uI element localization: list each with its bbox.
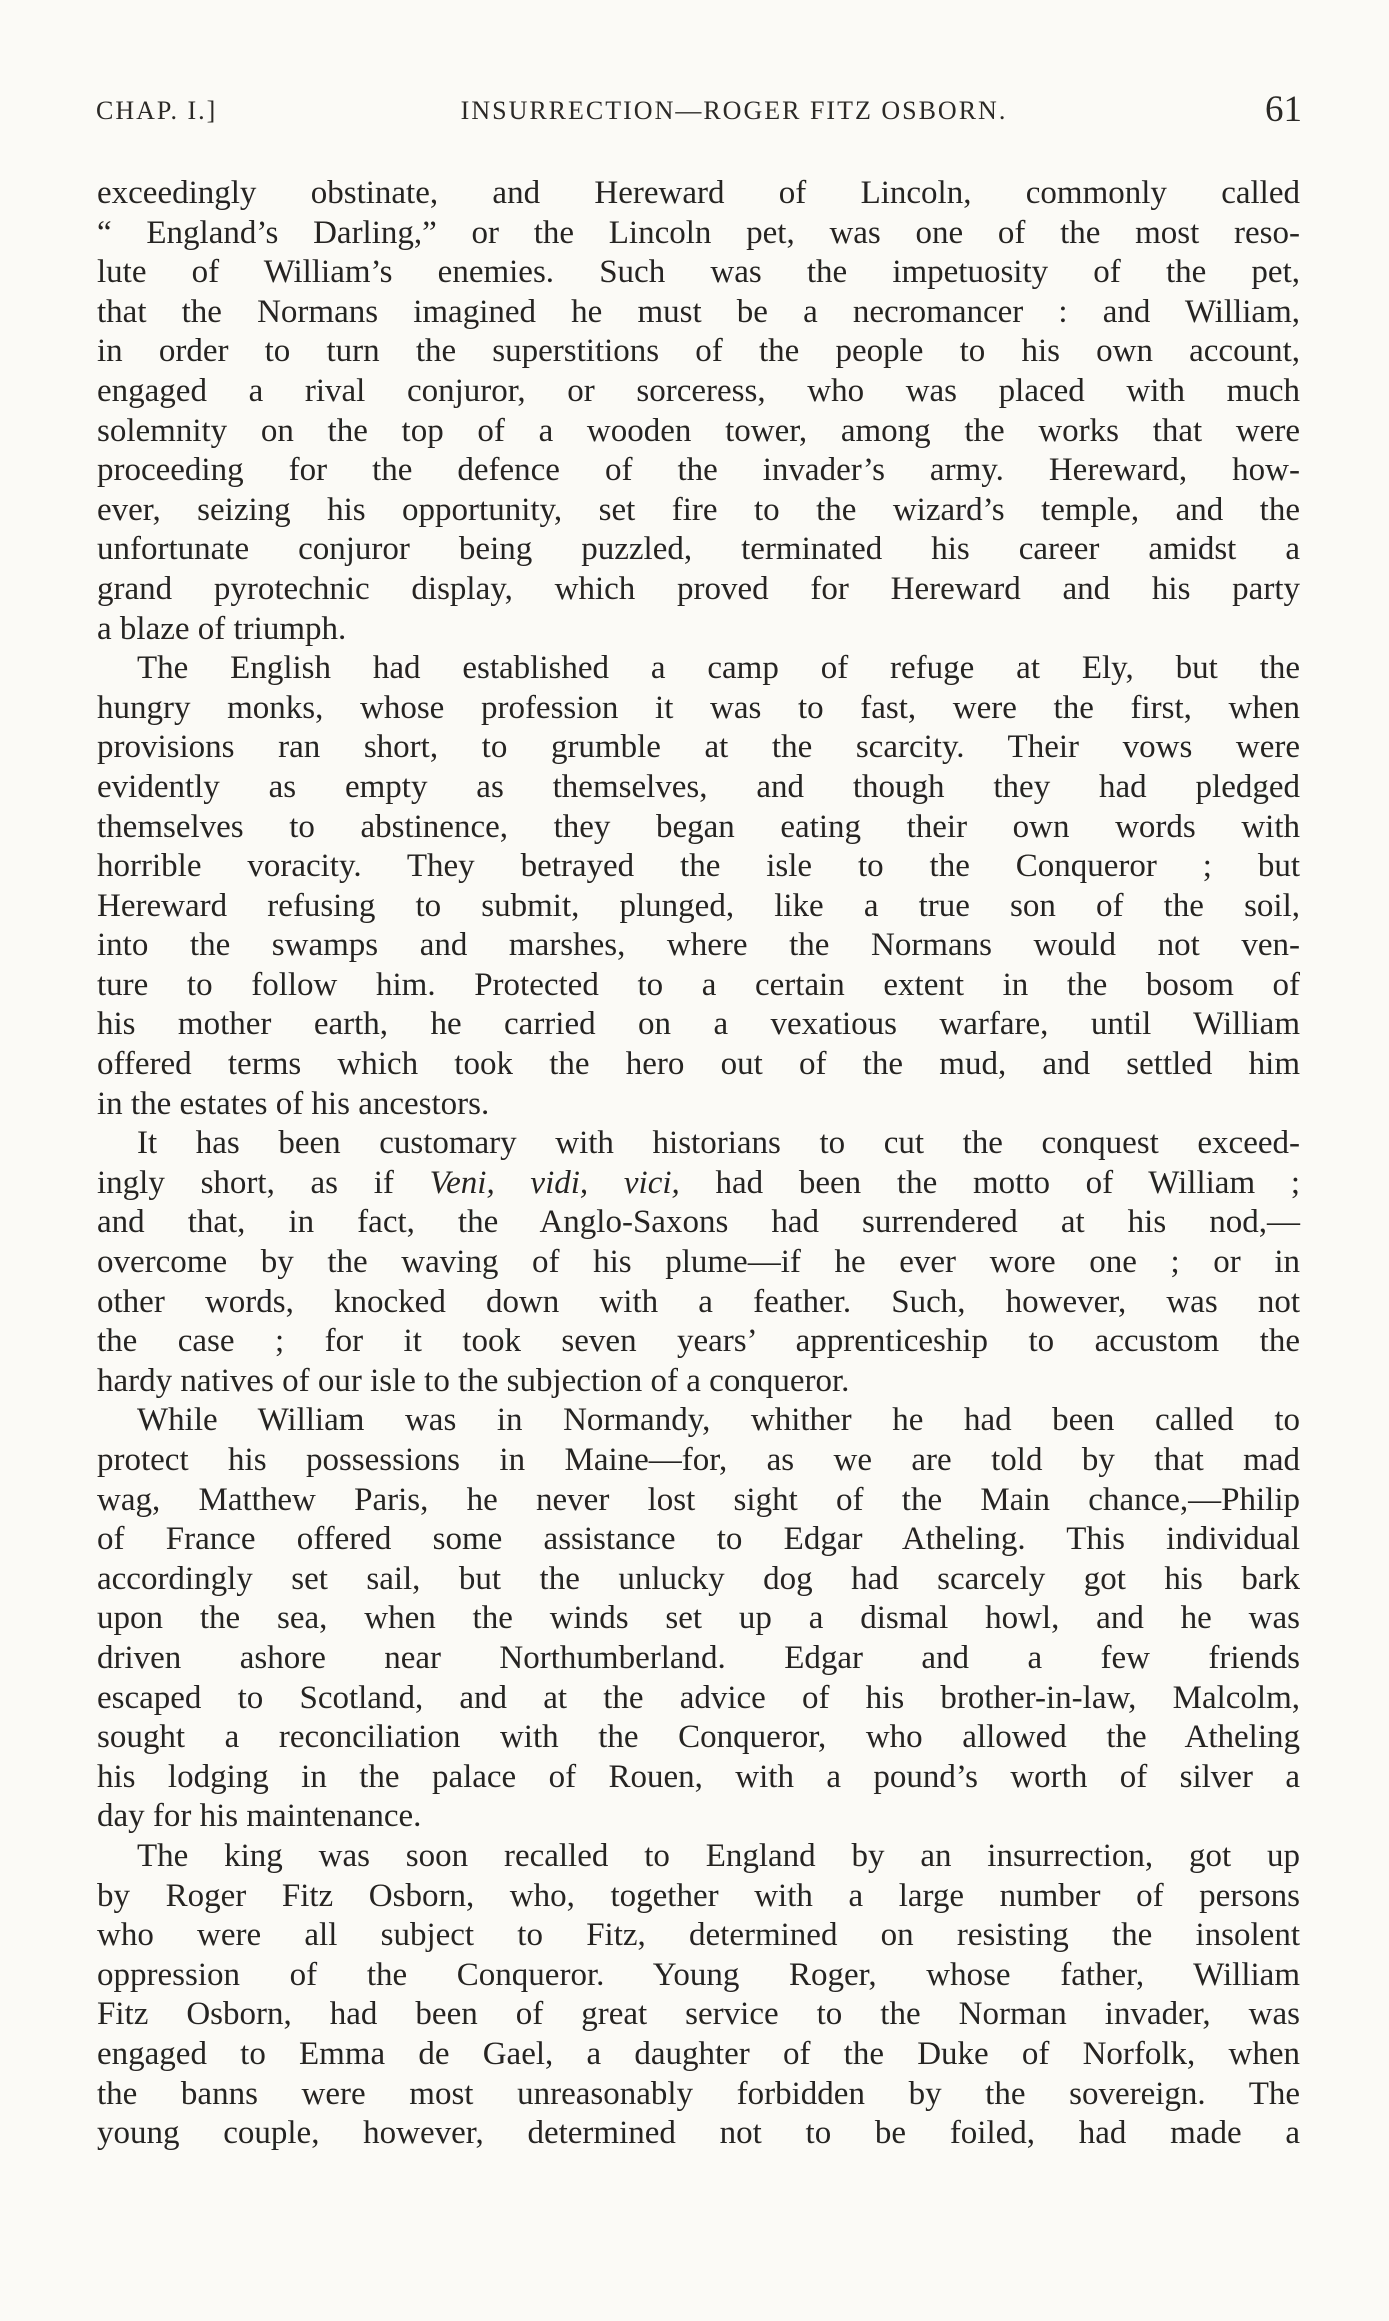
text-line: It has been customary with historians to cut the conquest exceed- <box>137 1125 1300 1162</box>
text-line: ingly short, as if Veni, vidi, vici, had been the motto of William ; <box>97 1164 1301 1201</box>
text-line: by Roger Fitz Osborn, who, together with a large number of persons <box>97 1877 1300 1914</box>
text-line: engaged a rival conjuror, or sorceress, who was placed with much <box>97 372 1300 409</box>
text-line: upon the sea, when the winds set up a dismal howl, and he was <box>97 1600 1300 1637</box>
text-line: his lodging in the palace of Rouen, with a pound’s worth of silver a <box>97 1758 1300 1795</box>
text-line: horrible voracity. They betrayed the isle to the Conqueror ; but <box>97 848 1300 885</box>
text-line: that the Normans imagined he must be a necromancer : and William, <box>97 293 1300 330</box>
text-line: escaped to Scotland, and at the advice of his brother-in-law, Malcolm, <box>97 1679 1300 1716</box>
text-line: unfortunate conjuror being puzzled, terminated his career amidst a <box>97 531 1300 568</box>
text-line: the banns were most unreasonably forbidden by the sovereign. The <box>97 2075 1300 2112</box>
text-line: overcome by the waving of his plume—if he ever wore one ; or in <box>97 1244 1300 1281</box>
text-line: ever, seizing his opportunity, set fire to the wizard’s temple, and the <box>97 491 1300 528</box>
page-number: 61 <box>1265 89 1302 130</box>
text-line: exceedingly obstinate, and Hereward of Lincoln, commonly called <box>97 175 1300 211</box>
text-line: The English had established a camp of refuge at Ely, but the <box>137 650 1300 687</box>
text-line: oppression of the Conqueror. Young Roger, whose father, William <box>97 1956 1300 1993</box>
running-title: INSURRECTION—ROGER FITZ OSBORN. <box>460 96 1008 125</box>
text-line: Hereward refusing to submit, plunged, like a true son of the soil, <box>97 887 1300 924</box>
text-line: engaged to Emma de Gael, a daughter of the Duke of Norfolk, when <box>97 2035 1300 2072</box>
text-line: provisions ran short, to grumble at the scarcity. Their vows were <box>97 729 1300 766</box>
text-line: evidently as empty as themselves, and though they had pledged <box>97 768 1300 805</box>
chapter-label: CHAP. I.] <box>96 96 218 125</box>
text-line: solemnity on the top of a wooden tower, among the works that were <box>97 412 1300 449</box>
text-line: grand pyrotechnic display, which proved for Hereward and his party <box>97 570 1300 607</box>
text-line: in the estates of his ancestors. <box>97 1085 490 1122</box>
text-line: and that, in fact, the Anglo-Saxons had surrendered at his nod,— <box>97 1204 1300 1241</box>
text-line: driven ashore near Northumberland. Edgar and a few friends <box>97 1639 1300 1676</box>
body-text <box>97 174 1300 2154</box>
text-line: wag, Matthew Paris, he never lost sight of the Main chance,—Philip <box>97 1481 1300 1518</box>
text-line: proceeding for the defence of the invader’s army. Hereward, how- <box>97 452 1300 489</box>
text-line: lute of William’s enemies. Such was the impetuosity of the pet, <box>97 254 1300 291</box>
text-line: day for his maintenance. <box>97 1798 422 1835</box>
text-line: hungry monks, whose profession it was to fast, were the first, when <box>97 689 1300 726</box>
text-line: themselves to abstinence, they began eating their own words with <box>97 808 1300 845</box>
text-line: ture to follow him. Protected to a certain extent in the bosom of <box>97 966 1300 1003</box>
text-line: into the swamps and marshes, where the Normans would not ven- <box>97 927 1300 964</box>
text-line: While William was in Normandy, whither he had been called to <box>137 1402 1300 1439</box>
text-line: hardy natives of our isle to the subjection of a conqueror. <box>97 1362 850 1399</box>
text-line: protect his possessions in Maine—for, as we are told by that mad <box>97 1442 1300 1478</box>
text-line: Fitz Osborn, had been of great service to the Norman invader, was <box>97 1996 1300 2033</box>
text-line: a blaze of triumph. <box>97 610 347 647</box>
running-head <box>96 88 1302 138</box>
text-line: in order to turn the superstitions of the people to his own account, <box>97 333 1300 370</box>
text-line: young couple, however, determined not to be foiled, had made a <box>97 2115 1300 2152</box>
text-line: “ England’s Darling,” or the Lincoln pet, was one of the most reso- <box>97 214 1300 251</box>
text-line: who were all subject to Fitz, determined on resisting the insolent <box>97 1917 1300 1954</box>
text-line: accordingly set sail, but the unlucky dog had scarcely got his bark <box>97 1560 1300 1597</box>
text-line: of France offered some assistance to Edgar Atheling. This individual <box>97 1521 1300 1558</box>
italic-phrase: Veni, vidi, vici, <box>429 1164 680 1201</box>
text-line: The king was soon recalled to England by an insurrection, got up <box>137 1837 1300 1874</box>
text-line: offered terms which took the hero out of the mud, and settled him <box>97 1046 1300 1083</box>
text-line: sought a reconciliation with the Conqueror, who allowed the Atheling <box>97 1719 1300 1756</box>
text-line: other words, knocked down with a feather. Such, however, was not <box>97 1283 1300 1320</box>
text-line: the case ; for it took seven years’ apprenticeship to accustom the <box>97 1323 1300 1360</box>
text-line: his mother earth, he carried on a vexatious warfare, until William <box>97 1006 1300 1043</box>
